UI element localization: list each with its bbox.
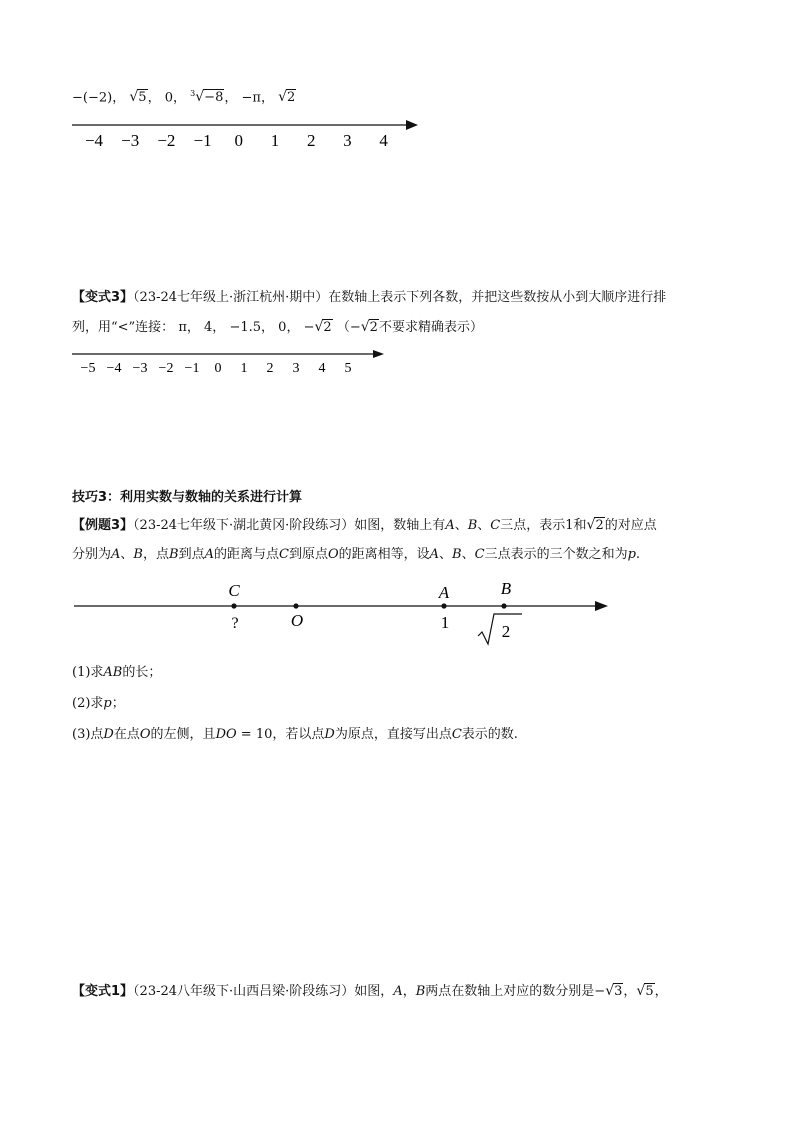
axis-tick-label: 4	[318, 361, 326, 376]
axis-tick-label: 1	[270, 131, 280, 150]
label-c: C	[228, 581, 240, 600]
axis-tick-label: −1	[193, 131, 212, 150]
axis-tick-label: −4	[106, 361, 122, 376]
label-o: O	[290, 611, 304, 630]
label-b: B	[500, 579, 512, 598]
label-a: A	[438, 583, 450, 602]
point-a	[441, 603, 446, 608]
skill3-title: 技巧3：利用实数与数轴的关系进行计算	[72, 490, 303, 505]
question-1: (1)求AB的长；	[72, 665, 162, 680]
axis-tick-label: −5	[80, 361, 96, 376]
variant1-line1: 【变式1】（23-24八年级下·山西吕梁·阶段练习）如图，A，B两点在数轴上对应的数分别是−√3，√5，	[72, 983, 668, 999]
label-rad2: 2	[501, 622, 511, 641]
variant3-line1: 【变式3】（23-24七年级上·浙江杭州·期中）在数轴上表示下列各数，并把这些数按从小到大顺序进行排	[72, 290, 667, 305]
point-o	[293, 603, 298, 608]
axis-tick-label: 1	[240, 361, 248, 376]
axis-tick-label: 2	[266, 361, 274, 376]
radical-sign	[478, 614, 522, 644]
label-question: ?	[231, 615, 239, 632]
example3-line1: 【例题3】（23-24七年级下·湖北黄冈·阶段练习）如图，数轴上有A、B、C三点，表示1和√2的对应点	[72, 517, 657, 533]
axis-tick-label: 2	[306, 131, 316, 150]
figure3-number-line	[60, 578, 620, 648]
axis-tick-label: −3	[132, 361, 148, 376]
axis-tick-label: 0	[214, 361, 222, 376]
axis-tick-label: −2	[157, 131, 176, 150]
number-line-2	[60, 344, 390, 378]
axis-tick-label: −2	[158, 361, 174, 376]
question-3: (3)点D在点O的左侧，且DO = 10，若以点D为原点，直接写出点C表示的数.	[72, 727, 518, 742]
point-c	[231, 603, 236, 608]
label-one: 1	[440, 613, 450, 632]
axis-tick-label: −3	[121, 131, 140, 150]
axis-tick-label: 5	[344, 361, 352, 376]
axis-tick-label: 4	[379, 131, 388, 150]
number-line-1	[60, 112, 430, 152]
variant3-line2: 列，用“<”连接： π， 4， −1.5， 0， −√2 （−√2不要求精确表示）	[72, 319, 483, 335]
number-list-1: −(−2)， √5， 0， $^3$√−8， −π， √2	[72, 89, 296, 106]
axis-tick-label: −1	[184, 361, 200, 376]
axis-tick-label: 3	[292, 361, 300, 376]
point-b	[501, 603, 506, 608]
example3-line2: 分别为A、B，点B到点A的距离与点C到原点O的距离相等，设A、B、C三点表示的三个数之和为p.	[72, 547, 641, 562]
axis-tick-label: −4	[84, 131, 104, 150]
axis-tick-label: 0	[234, 131, 244, 150]
question-2: (2)求p；	[72, 696, 125, 711]
axis-tick-label: 3	[343, 131, 352, 150]
